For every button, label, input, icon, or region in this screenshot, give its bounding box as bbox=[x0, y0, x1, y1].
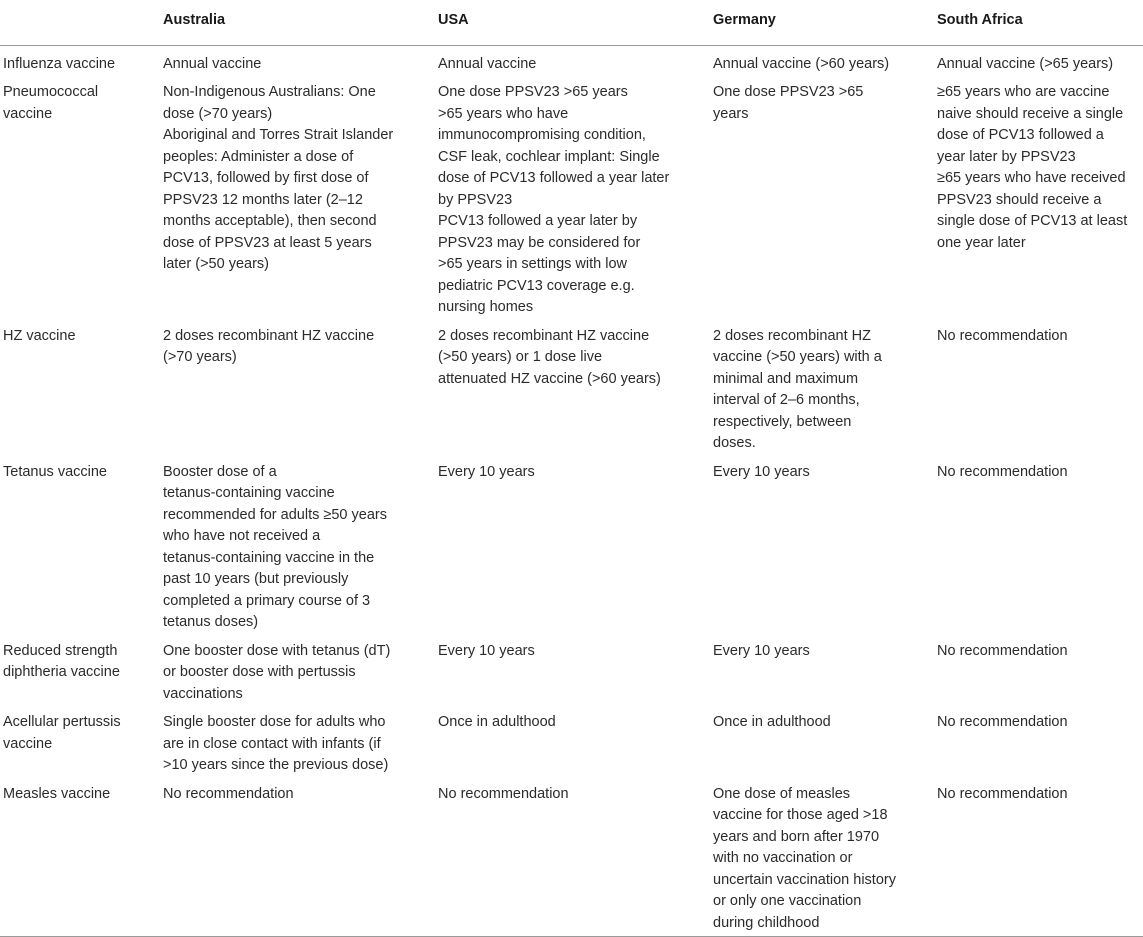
cell-text-line: No recommendation bbox=[937, 642, 1068, 659]
header-row bbox=[0, 4, 1143, 45]
cell-text-line: Every 10 years bbox=[438, 642, 535, 659]
cell-vaccine-name bbox=[0, 458, 163, 637]
cell-text-line: years bbox=[713, 105, 749, 122]
cell-text-line: naive should receive a single bbox=[937, 105, 1124, 122]
cell-text-line: Once in adulthood bbox=[438, 714, 556, 730]
cell-text-line: minimal and maximum bbox=[713, 370, 859, 387]
cell-text-line: dose of PPSV23 at least 5 years bbox=[163, 234, 372, 251]
table-row bbox=[0, 322, 1143, 458]
cell-text-line: One booster dose with tetanus (dT) bbox=[163, 642, 391, 659]
cell-text-line: Aboriginal and Torres Strait Islander bbox=[163, 127, 394, 143]
cell-text-line: ≥65 years who are vaccine bbox=[937, 84, 1110, 100]
cell-text-line: months acceptable), then second bbox=[163, 213, 377, 229]
cell-text-line: vaccine for those aged >18 bbox=[713, 807, 888, 823]
cell-south-africa bbox=[937, 637, 1143, 709]
cell-text-line: Single booster dose for adults who bbox=[163, 714, 386, 730]
cell-text-line: Tetanus vaccine bbox=[3, 463, 107, 480]
cell-text-line: Once in adulthood bbox=[713, 714, 831, 730]
table-row bbox=[0, 78, 1143, 322]
cell-germany bbox=[713, 322, 937, 458]
cell-australia bbox=[163, 45, 438, 78]
header-south-africa: South Africa bbox=[937, 4, 1143, 45]
cell-text-line: No recommendation bbox=[438, 785, 569, 802]
vaccination-recommendations-table bbox=[0, 4, 1143, 937]
cell-text-line: Annual vaccine (>60 years) bbox=[713, 55, 890, 72]
cell-text-line: 2 doses recombinant HZ bbox=[713, 327, 871, 344]
cell-germany bbox=[713, 708, 937, 780]
cell-text-line: single dose of PCV13 at least bbox=[937, 213, 1128, 229]
cell-australia bbox=[163, 458, 438, 637]
cell-usa bbox=[438, 45, 713, 78]
cell-text-line: No recommendation bbox=[937, 785, 1068, 802]
cell-south-africa bbox=[937, 780, 1143, 937]
table-row bbox=[0, 45, 1143, 78]
cell-text-line: One dose PPSV23 >65 years bbox=[438, 84, 628, 100]
cell-text-line: dose of PCV13 followed a bbox=[937, 127, 1104, 143]
cell-south-africa bbox=[937, 45, 1143, 78]
cell-text-line: Reduced strength bbox=[3, 642, 118, 659]
cell-text-line: One dose PPSV23 >65 bbox=[713, 84, 864, 100]
cell-usa bbox=[438, 708, 713, 780]
cell-text-line: No recommendation bbox=[937, 714, 1068, 730]
cell-text-line: >65 years who have bbox=[438, 105, 569, 122]
cell-text-line: PPSV23 12 months later (2–12 bbox=[163, 191, 363, 208]
cell-australia bbox=[163, 78, 438, 322]
cell-text-line: Measles vaccine bbox=[3, 785, 111, 802]
cell-text-line: pediatric PCV13 coverage e.g. bbox=[438, 277, 635, 294]
cell-australia bbox=[163, 708, 438, 780]
cell-text-line: CSF leak, cochlear implant: Single bbox=[438, 148, 660, 165]
cell-text-line: or booster dose with pertussis bbox=[163, 664, 356, 680]
header-usa: USA bbox=[438, 4, 713, 45]
cell-usa bbox=[438, 780, 713, 937]
header-australia: Australia bbox=[163, 4, 438, 45]
cell-text-line: or only one vaccination bbox=[713, 893, 862, 909]
cell-text-line: tetanus-containing vaccine bbox=[163, 485, 335, 501]
cell-germany bbox=[713, 45, 937, 78]
cell-text-line: Booster dose of a bbox=[163, 463, 277, 480]
cell-vaccine-name bbox=[0, 78, 163, 322]
cell-text-line: dose (>70 years) bbox=[163, 105, 273, 122]
cell-text-line: vaccine bbox=[3, 105, 53, 122]
cell-text-line: completed a primary course of 3 bbox=[163, 592, 371, 609]
table-body bbox=[0, 45, 1143, 937]
cell-text-line: Annual vaccine (>65 years) bbox=[937, 55, 1114, 72]
cell-text-line: PPSV23 should receive a bbox=[937, 191, 1102, 208]
cell-text-line: doses. bbox=[713, 435, 756, 451]
cell-south-africa bbox=[937, 322, 1143, 458]
cell-text-line: Non-Indigenous Australians: One bbox=[163, 84, 376, 100]
cell-text-line: Pneumococcal bbox=[3, 84, 99, 100]
cell-text-line: One dose of measles bbox=[713, 785, 851, 802]
cell-usa bbox=[438, 458, 713, 637]
cell-text-line: Every 10 years bbox=[438, 463, 535, 480]
cell-text-line: Annual vaccine bbox=[163, 55, 262, 72]
cell-text-line: 2 doses recombinant HZ vaccine bbox=[163, 327, 375, 344]
cell-text-line: tetanus doses) bbox=[163, 614, 259, 630]
cell-text-line: >65 years in settings with low bbox=[438, 256, 627, 272]
cell-usa bbox=[438, 322, 713, 458]
cell-text-line: 2 doses recombinant HZ vaccine bbox=[438, 327, 650, 344]
cell-text-line: No recommendation bbox=[163, 785, 294, 802]
cell-text-line: later (>50 years) bbox=[163, 256, 269, 272]
cell-vaccine-name bbox=[0, 637, 163, 709]
cell-text-line: interval of 2–6 months, bbox=[713, 392, 860, 408]
table-row bbox=[0, 637, 1143, 709]
cell-text-line: who have not received a bbox=[163, 528, 321, 544]
cell-australia bbox=[163, 322, 438, 458]
cell-text-line: dose of PCV13 followed a year later bbox=[438, 170, 670, 186]
cell-south-africa bbox=[937, 458, 1143, 637]
cell-text-line: HZ vaccine bbox=[3, 327, 76, 344]
cell-text-line: PCV13, followed by first dose of bbox=[163, 170, 369, 186]
cell-text-line: vaccine bbox=[3, 735, 53, 752]
cell-text-line: attenuated HZ vaccine (>60 years) bbox=[438, 370, 661, 387]
cell-vaccine-name bbox=[0, 708, 163, 780]
cell-text-line: No recommendation bbox=[937, 327, 1068, 344]
cell-text-line: respectively, between bbox=[713, 413, 852, 430]
header-vaccine bbox=[0, 4, 163, 45]
cell-vaccine-name bbox=[0, 780, 163, 937]
cell-text-line: vaccinations bbox=[163, 685, 243, 702]
cell-text-line: recommended for adults ≥50 years bbox=[163, 506, 387, 523]
cell-text-line: nursing homes bbox=[438, 299, 534, 315]
cell-usa bbox=[438, 78, 713, 322]
cell-text-line: Acellular pertussis bbox=[3, 714, 121, 730]
cell-text-line: past 10 years (but previously bbox=[163, 571, 349, 587]
cell-text-line: Every 10 years bbox=[713, 463, 810, 480]
cell-text-line: tetanus-containing vaccine in the bbox=[163, 549, 375, 566]
cell-vaccine-name bbox=[0, 322, 163, 458]
cell-text-line: year later by PPSV23 bbox=[937, 148, 1076, 165]
cell-text-line: Influenza vaccine bbox=[3, 55, 116, 72]
cell-text-line: years and born after 1970 bbox=[713, 828, 880, 845]
cell-vaccine-name bbox=[0, 45, 163, 78]
cell-south-africa bbox=[937, 708, 1143, 780]
table-row bbox=[0, 708, 1143, 780]
cell-text-line: by PPSV23 bbox=[438, 191, 513, 208]
cell-germany bbox=[713, 458, 937, 637]
cell-text-line: Every 10 years bbox=[713, 642, 810, 659]
cell-text-line: vaccine (>50 years) with a bbox=[713, 349, 882, 365]
cell-text-line: PCV13 followed a year later by bbox=[438, 213, 638, 229]
cell-australia bbox=[163, 637, 438, 709]
cell-text-line: peoples: Administer a dose of bbox=[163, 148, 354, 165]
header-germany: Germany bbox=[713, 4, 937, 45]
cell-text-line: one year later bbox=[937, 234, 1026, 251]
cell-text-line: PPSV23 may be considered for bbox=[438, 234, 641, 251]
table-row bbox=[0, 780, 1143, 937]
cell-text-line: with no vaccination or bbox=[713, 850, 853, 866]
table-row bbox=[0, 458, 1143, 637]
cell-south-africa bbox=[937, 78, 1143, 322]
cell-text-line: (>50 years) or 1 dose live bbox=[438, 349, 603, 365]
cell-usa bbox=[438, 637, 713, 709]
cell-text-line: immunocompromising condition, bbox=[438, 127, 646, 143]
table-header bbox=[0, 4, 1143, 45]
cell-germany bbox=[713, 78, 937, 322]
cell-text-line: >10 years since the previous dose) bbox=[163, 757, 389, 773]
cell-text-line: (>70 years) bbox=[163, 349, 237, 365]
cell-text-line: No recommendation bbox=[937, 463, 1068, 480]
cell-text-line: uncertain vaccination history bbox=[713, 871, 896, 888]
cell-text-line: diphtheria vaccine bbox=[3, 664, 120, 680]
cell-germany bbox=[713, 780, 937, 937]
cell-germany bbox=[713, 637, 937, 709]
cell-australia bbox=[163, 780, 438, 937]
cell-text-line: ≥65 years who have received bbox=[937, 170, 1126, 186]
cell-text-line: Annual vaccine bbox=[438, 55, 537, 72]
cell-text-line: are in close contact with infants (if bbox=[163, 735, 381, 752]
cell-text-line: during childhood bbox=[713, 914, 820, 931]
